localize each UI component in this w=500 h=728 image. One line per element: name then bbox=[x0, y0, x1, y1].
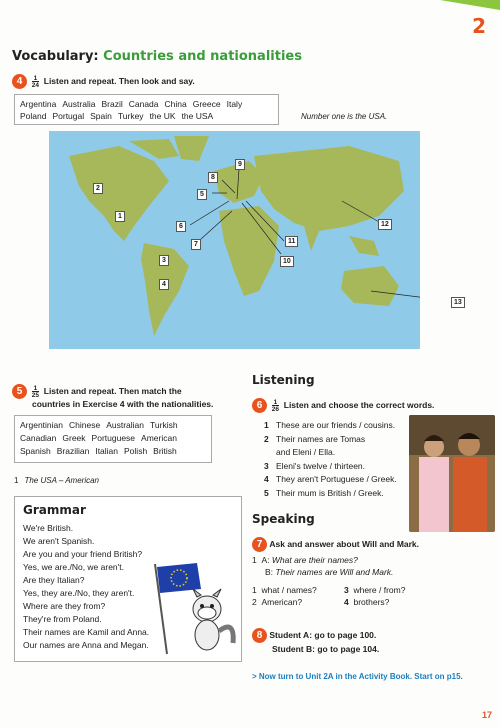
word-item: Polish bbox=[124, 446, 148, 456]
map-label-13: 13 bbox=[451, 297, 465, 308]
word-item: Poland bbox=[20, 111, 47, 121]
ex7-item-2: 2 American? bbox=[252, 597, 303, 607]
word-item: the USA bbox=[181, 111, 214, 121]
word-item: Greece bbox=[192, 99, 221, 109]
listening-item: 5 Their mum is British / Greek. bbox=[264, 487, 384, 498]
map-label-2: 2 bbox=[93, 183, 103, 194]
word-item: Canadian bbox=[20, 433, 57, 443]
ex6-number: 6 bbox=[252, 398, 267, 413]
map-label-5: 5 bbox=[197, 189, 207, 200]
listening-item: 1 These are our friends / cousins. bbox=[264, 420, 396, 430]
word-item: Turkey bbox=[117, 111, 144, 121]
word-item: Greek bbox=[62, 433, 86, 443]
word-item: China bbox=[164, 99, 187, 109]
grammar-line: Yes, we are./No, we aren't. bbox=[23, 562, 124, 572]
map-label-11: 11 bbox=[285, 236, 298, 247]
cd-track-icon: $\frac{1}{26}$ bbox=[271, 398, 279, 413]
map-label-7: 7 bbox=[191, 239, 201, 250]
word-item: Portugal bbox=[52, 111, 85, 121]
ex5-instruction-line2: countries in Exercise 4 with the nationalities. bbox=[32, 399, 214, 409]
ex7-instruction: Ask and answer about Will and Mark. bbox=[269, 538, 420, 549]
ex5-instruction-line1: Listen and repeat. Then match the bbox=[43, 385, 182, 396]
grammar-line: We're British. bbox=[23, 523, 74, 533]
ex7-item-1b: 1 what / names? bbox=[252, 585, 317, 595]
word-item: Italy bbox=[226, 99, 243, 109]
map-label-10: 10 bbox=[280, 256, 294, 267]
word-item: the UK bbox=[149, 111, 176, 121]
ex7-header bbox=[252, 537, 419, 552]
word-item: American bbox=[141, 433, 177, 443]
ex4-header bbox=[12, 74, 195, 89]
cd-track-icon: $\frac{1}{24}$ bbox=[31, 74, 39, 89]
ex4-example: Number one is the USA. bbox=[301, 112, 388, 121]
listening-item: 2 Their names are Tomas bbox=[264, 433, 366, 444]
word-row bbox=[20, 445, 206, 458]
ex8-line-b: Student B: go to page 104. bbox=[272, 644, 380, 654]
map-label-4: 4 bbox=[159, 279, 169, 290]
grammar-line: Their names are Kamil and Anna. bbox=[23, 627, 150, 637]
word-item: Brazil bbox=[101, 99, 123, 109]
word-row bbox=[20, 432, 206, 445]
word-item: Italian bbox=[95, 446, 119, 456]
ex5-number: 5 bbox=[12, 384, 27, 399]
word-item: Turkish bbox=[150, 420, 178, 430]
grammar-line: Yes, they are./No, they aren't. bbox=[23, 588, 135, 598]
grammar-line: Our names are Anna and Megan. bbox=[23, 640, 149, 650]
ex7-item-3: 3 where / from? bbox=[344, 585, 406, 595]
map-label-8: 8 bbox=[208, 172, 218, 183]
mascot-with-flag-icon bbox=[145, 559, 241, 659]
word-item: Portuguese bbox=[91, 433, 136, 443]
word-item: Spain bbox=[90, 111, 112, 121]
word-item: Australian bbox=[106, 420, 145, 430]
grammar-box bbox=[14, 496, 242, 662]
listening-title: Listening bbox=[252, 373, 315, 387]
map-label-1: 1 bbox=[115, 211, 125, 222]
title-prefix: Vocabulary: bbox=[12, 49, 99, 64]
ex5-header bbox=[12, 384, 182, 399]
word-item: Chinese bbox=[69, 420, 101, 430]
ex4-instruction: Listen and repeat. Then look and say. bbox=[43, 75, 195, 86]
ex4-word-box bbox=[14, 94, 279, 125]
page-title bbox=[12, 49, 302, 64]
ex8-header bbox=[252, 628, 376, 643]
unit-number: 2 bbox=[472, 14, 486, 38]
grammar-line: Where are they from? bbox=[23, 601, 106, 611]
grammar-line: They're from Poland. bbox=[23, 614, 102, 624]
corner-decoration bbox=[440, 0, 500, 10]
grammar-line: Are you and your friend British? bbox=[23, 549, 143, 559]
map-label-12: 12 bbox=[378, 219, 392, 230]
word-row bbox=[20, 98, 273, 110]
ex6-header bbox=[252, 398, 434, 413]
ex7-example-b: B: Their names are Will and Mark. bbox=[265, 567, 394, 577]
page-number: 17 bbox=[481, 710, 492, 720]
map-label-9: 9 bbox=[235, 159, 245, 170]
ex5-word-box bbox=[14, 415, 212, 463]
speaking-title: Speaking bbox=[252, 512, 315, 526]
ex5-example: 1 The USA – American bbox=[14, 476, 99, 485]
word-item: Spanish bbox=[20, 446, 51, 456]
word-item: Australia bbox=[62, 99, 96, 109]
listening-item: and Eleni / Ella. bbox=[276, 447, 336, 457]
word-item: British bbox=[153, 446, 177, 456]
word-item: Argentina bbox=[20, 99, 57, 109]
listening-item: 3 Eleni's twelve / thirteen. bbox=[264, 460, 366, 471]
ex6-instruction: Listen and choose the correct words. bbox=[283, 399, 435, 410]
world-map bbox=[49, 131, 420, 349]
word-item: Canada bbox=[128, 99, 159, 109]
ex7-example-a: 1 A: What are their names? bbox=[252, 555, 358, 565]
photo-two-boys bbox=[409, 415, 495, 532]
grammar-line: Are they Italian? bbox=[23, 575, 85, 585]
ex7-item-4: 4 brothers? bbox=[344, 597, 390, 607]
cd-track-icon: $\frac{1}{25}$ bbox=[31, 384, 39, 399]
ex4-number: 4 bbox=[12, 74, 27, 89]
word-row bbox=[20, 419, 206, 432]
title-main: Countries and nationalities bbox=[103, 49, 302, 64]
activity-book-link[interactable]: > Now turn to Unit 2A in the Activity Book. Start on p15. bbox=[252, 672, 463, 681]
word-row bbox=[20, 110, 273, 122]
map-label-6: 6 bbox=[176, 221, 186, 232]
ex8-line-a: Student A: go to page 100. bbox=[269, 629, 377, 640]
word-item: Brazilian bbox=[56, 446, 90, 456]
map-label-3: 3 bbox=[159, 255, 169, 266]
listening-item: 4 They aren't Portuguese / Greek. bbox=[264, 474, 397, 484]
ex7-number: 7 bbox=[252, 537, 267, 552]
ex8-number: 8 bbox=[252, 628, 267, 643]
word-item: Argentinian bbox=[20, 420, 64, 430]
grammar-line: We aren't Spanish. bbox=[23, 536, 95, 546]
grammar-title: Grammar bbox=[23, 503, 86, 517]
